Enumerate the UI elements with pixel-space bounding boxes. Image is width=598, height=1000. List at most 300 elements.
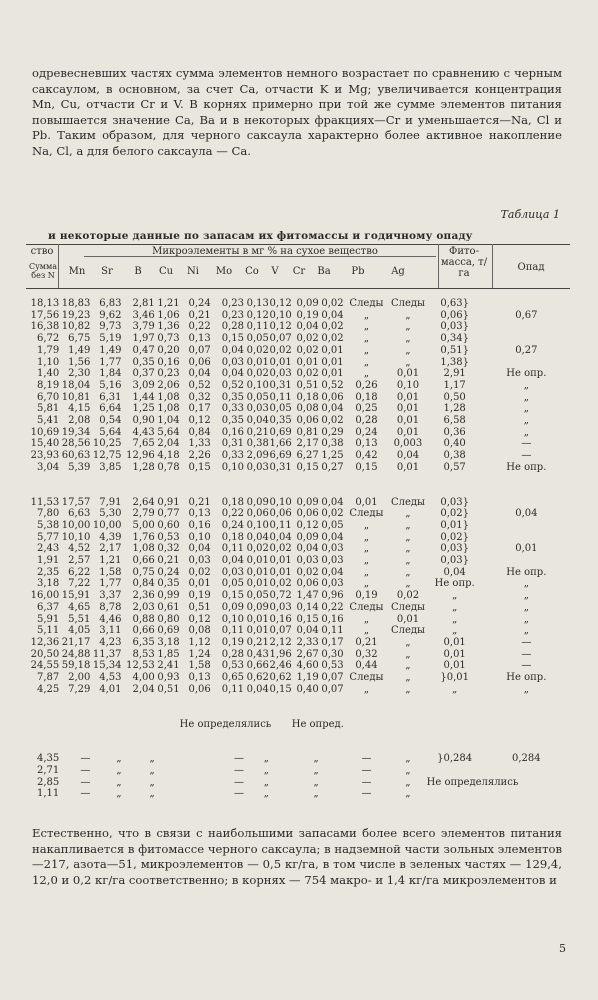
table-cell: 2,79: [132, 508, 155, 520]
table-cell: 0,15: [355, 461, 378, 473]
table-cell: 0,04: [188, 543, 211, 555]
table-cell: 2,46: [269, 660, 292, 672]
table-cell: 19,23: [61, 309, 91, 321]
table-cell: 17,57: [61, 496, 91, 508]
table-cell: 0,01: [246, 613, 269, 625]
table-cell: —: [361, 753, 372, 765]
table-cell: 0,52: [321, 379, 344, 391]
table-cell: 0,32: [188, 391, 211, 403]
table-cell: 0,78: [157, 461, 180, 473]
table-cell: 0,10: [188, 531, 211, 543]
table-row: [26, 450, 570, 462]
table-cell: 19,34: [61, 426, 91, 438]
table-cell: 0,04: [321, 566, 344, 578]
table-cell: —: [80, 788, 91, 800]
table-cell: 1,36: [157, 321, 180, 333]
table-cell: 0,16: [269, 613, 292, 625]
table-cell: 0,04: [321, 496, 344, 508]
table-cell: 0,02: [321, 298, 344, 309]
table-cell: 0,72: [269, 590, 292, 602]
table-cell: 0,21: [157, 555, 180, 567]
table-row: [26, 368, 570, 380]
page-number: 5: [559, 942, 566, 955]
table-cell: 1,44: [132, 391, 155, 403]
header-element: Pb: [351, 266, 365, 277]
table-cell: 0,02: [321, 508, 344, 520]
table-cell: 2,03: [132, 601, 155, 613]
table-cell: —: [521, 636, 532, 648]
table-row: [26, 765, 570, 777]
table-cell: „: [523, 578, 529, 590]
table-cell: 1,58: [188, 660, 211, 672]
table-row: [26, 403, 570, 415]
table-cell: „: [523, 601, 529, 613]
table-cell: 12,75: [92, 450, 122, 462]
table-cell: 0,06}: [440, 309, 469, 321]
table-cell: 0,77: [157, 508, 180, 520]
table-cell: 0,53: [157, 531, 180, 543]
table-cell: 0,10: [221, 613, 244, 625]
table-cell: 0,04: [296, 625, 319, 637]
table-cell: 5,00: [132, 519, 155, 531]
table-cell: „: [405, 753, 411, 765]
table-cell: 11,37: [92, 648, 122, 660]
table-cell: 2,64: [132, 496, 155, 508]
table-cell: [59, 719, 90, 731]
table-cell: 0,04: [296, 321, 319, 333]
table-cell: 0,32: [355, 648, 378, 660]
table-cell: 0,28: [221, 648, 244, 660]
table-row: [26, 380, 570, 392]
table-cell: „: [149, 776, 155, 788]
table-row: [26, 719, 570, 731]
table-cell: 0,26: [355, 379, 378, 391]
table-cell: 1,04: [157, 415, 180, 427]
table-cell: 6,58: [443, 415, 466, 427]
table-cell: „: [263, 776, 269, 788]
table-cell: [180, 777, 211, 789]
table-cell: 0,01: [188, 578, 211, 590]
table-cell: 1,19: [296, 672, 319, 684]
table-cell: 2,17: [99, 543, 122, 555]
table-cell: 0,69: [269, 426, 292, 438]
table-cell: 0,05: [321, 519, 344, 531]
table-cell: 0,36: [443, 426, 466, 438]
table-cell: 0,03: [321, 543, 344, 555]
table-cell: Не опр.: [434, 578, 475, 590]
table-cell: „: [405, 764, 411, 776]
table-cell: 4,43: [132, 426, 155, 438]
table-cell: „: [452, 625, 458, 637]
table-cell: 1,12: [188, 636, 211, 648]
table-caption: Таблица 1: [500, 208, 560, 221]
table-cell: 0,66: [132, 555, 155, 567]
header-element: Cr: [292, 266, 306, 277]
table-cell: 0,07: [188, 344, 211, 356]
table-cell: [269, 777, 292, 789]
table-row: [26, 684, 570, 696]
table-cell: 0,38: [443, 450, 466, 462]
table-cell: 1,85: [157, 648, 180, 660]
table-cell: Следы: [390, 496, 425, 508]
table-cell: }0,284: [437, 753, 473, 765]
table-cell: 0,66: [132, 625, 155, 637]
table-cell: 0,24: [157, 566, 180, 578]
table-cell: 0,01: [443, 648, 466, 660]
table-cell: [319, 765, 344, 777]
table-cell: 0,51: [157, 683, 180, 695]
table-cell: „: [405, 344, 411, 356]
table-cell: 0,62: [246, 672, 269, 684]
table-cell: 0,06: [296, 508, 319, 520]
table-cell: 0,03}: [440, 321, 469, 333]
table-cell: 6,70: [36, 391, 60, 403]
table-cell: 0,12: [296, 519, 319, 531]
table-cell: 0,17: [188, 403, 211, 415]
table-cell: [427, 719, 483, 731]
table-cell: 0,05: [221, 578, 244, 590]
table-cell: 0,21: [246, 636, 269, 648]
table-cell: 0,01: [321, 368, 344, 380]
table-cell: 0,33: [221, 450, 244, 462]
header-element: V: [271, 266, 279, 277]
table-cell: 1,10: [36, 356, 60, 368]
table-cell: [483, 357, 570, 369]
table-row: [26, 637, 570, 649]
table-cell: —: [80, 753, 91, 765]
table-cell: Следы: [390, 601, 425, 613]
table-cell: 1,28: [443, 403, 466, 415]
table-row: [26, 462, 570, 474]
table-cell: 0,35: [132, 356, 155, 368]
table-cell: 0,05: [246, 333, 269, 345]
table-cell: [155, 719, 180, 731]
table-cell: 0,21: [188, 496, 211, 508]
table-cell: 3,04: [36, 461, 60, 473]
table-cell: 0,35: [221, 415, 244, 427]
table-cell: 0,01: [246, 625, 269, 637]
table-cell: 6,75: [68, 333, 91, 345]
table-cell: 2,08: [68, 415, 91, 427]
header-fito: Фито-масса, т/га: [440, 246, 488, 279]
table-cell: Не опр.: [506, 368, 547, 380]
table-cell: 24,55: [30, 660, 60, 672]
table-cell: [155, 753, 180, 765]
table-cell: Не опр.: [506, 461, 547, 473]
table-cell: 16,00: [30, 590, 60, 602]
table-cell: 0,09: [296, 531, 319, 543]
table-row: [26, 415, 570, 427]
table-cell: 0,04: [296, 543, 319, 555]
table-row: [26, 777, 570, 789]
header-element: Mn: [68, 266, 86, 277]
table-cell: „: [405, 333, 411, 345]
table-cell: 2,71: [36, 764, 60, 776]
table-cell: 0,30: [321, 648, 344, 660]
table-cell: 0,32: [157, 543, 180, 555]
table-cell: 0,08: [188, 625, 211, 637]
table-cell: „: [405, 683, 411, 695]
table-cell: —: [521, 648, 532, 660]
table-cell: 1,79: [36, 344, 60, 356]
table-cell: —: [361, 776, 372, 788]
table-cell: [180, 788, 211, 800]
table-cell: 0,284: [512, 753, 541, 765]
table-cell: 24,88: [61, 648, 91, 660]
table-cell: 8,53: [132, 648, 155, 660]
table-cell: 0,02: [246, 543, 269, 555]
table-cell: [155, 788, 180, 800]
table-cell: „: [405, 648, 411, 660]
table-cell: „: [405, 519, 411, 531]
table-cell: 0,04: [443, 566, 466, 578]
table-cell: 7,87: [36, 672, 60, 684]
table-cell: 0,02: [296, 344, 319, 356]
table-cell: 7,80: [36, 508, 60, 520]
table-cell: 4,00: [132, 672, 155, 684]
table-cell: 0,03}: [440, 496, 469, 508]
table-cell: 0,04: [246, 415, 269, 427]
table-cell: —: [361, 764, 372, 776]
table-cell: 0,16: [157, 356, 180, 368]
table-cell: 0,04: [515, 508, 538, 520]
table-cell: 0,23: [221, 298, 244, 309]
table-cell: 0,16: [221, 426, 244, 438]
table-cell: 5,41: [36, 415, 60, 427]
table-row: [26, 543, 570, 555]
header-stvo: ство: [30, 246, 54, 257]
table-cell: „: [523, 625, 529, 637]
table-cell: 0,38: [321, 438, 344, 450]
table-cell: 15,34: [92, 660, 122, 672]
table-cell: 10,00: [61, 519, 91, 531]
table-cell: 5,19: [99, 333, 122, 345]
table-cell: 0,03: [188, 555, 211, 567]
table-cell: „: [363, 368, 370, 380]
table-row: [26, 520, 570, 532]
table-cell: —: [521, 450, 532, 462]
table-cell: 1,49: [68, 344, 91, 356]
table-cell: [427, 765, 483, 777]
table-cell: [319, 777, 344, 789]
table-cell: 1,84: [99, 368, 122, 380]
table-cell: 4,15: [68, 403, 91, 415]
table-cell: [483, 532, 570, 544]
table-cell: 0,03: [221, 566, 244, 578]
table-cell: „: [363, 555, 370, 567]
table-cell: 0,03: [221, 356, 244, 368]
table-cell: [180, 765, 211, 777]
table-cell: „: [313, 764, 319, 776]
table-cell: 0,50: [443, 391, 466, 403]
table-cell: 6,22: [68, 566, 91, 578]
table-cell: 0,04: [246, 683, 269, 695]
table-cell: 11,53: [30, 496, 60, 508]
table-cell: 10,81: [61, 391, 91, 403]
table-cell: „: [452, 601, 458, 613]
table-cell: 2,12: [269, 636, 292, 648]
table-cell: 0,57: [443, 461, 466, 473]
table-cell: 0,15: [269, 683, 292, 695]
table-row: [26, 578, 570, 590]
table-cell: 18,83: [61, 298, 91, 309]
table-cell: 0,24: [188, 298, 211, 309]
table-cell: 0,05: [246, 391, 269, 403]
table-cell: 1,08: [157, 403, 180, 415]
table-cell: „: [405, 321, 411, 333]
table-cell: 7,65: [132, 438, 155, 450]
table-cell: 0,53: [321, 660, 344, 672]
table-cell: 0,02: [321, 333, 344, 345]
table-cell: 6,37: [36, 601, 60, 613]
table-row: [26, 333, 570, 345]
table-cell: 1,77: [99, 356, 122, 368]
table-cell: 0,19: [221, 636, 244, 648]
table-cell: 0,07: [321, 672, 344, 684]
table-cell: 0,44: [355, 660, 378, 672]
table-cell: 4,18: [157, 450, 180, 462]
table-cell: 6,63: [68, 508, 91, 520]
table-cell: 0,18: [221, 496, 244, 508]
table-cell: 0,03: [246, 461, 269, 473]
table-cell: 0,09: [221, 601, 244, 613]
table-cell: 0,27: [515, 344, 538, 356]
table-spacer: [26, 730, 570, 753]
table-cell: [26, 719, 59, 731]
table-cell: 0,02: [269, 578, 292, 590]
table-cell: 0,06: [296, 415, 319, 427]
table-cell: 4,60: [296, 660, 319, 672]
table-cell: 1,25: [321, 450, 344, 462]
table-row: [26, 672, 570, 684]
table-cell: 0,01: [396, 461, 420, 473]
table-cell: 3,11: [99, 625, 122, 637]
table-cell: 0,51}: [440, 344, 469, 356]
table-row: [26, 438, 570, 450]
table-cell: „: [405, 776, 411, 788]
table-cell: 0,33: [221, 403, 244, 415]
table-cell: 4,46: [99, 613, 122, 625]
table-cell: 0,15: [296, 613, 319, 625]
table-header-rule: [26, 288, 570, 289]
table-cell: 0,10: [221, 461, 244, 473]
table-cell: 2,26: [188, 450, 211, 462]
paragraph-bottom: Естественно, что в связи с наибольшими запасами более всего элементов питания накапливается в фитомассе черного саксаула; в надземной части зольных элементов—217, азота—51, микроэлементов — 0,5 кг/га, в том числе в зеленых частях — 129,4, 12,0 и 0,2 кг/га соответственно; в корнях — 754 макро- и 1,4 кг/га микроэлементов и: [32, 826, 562, 887]
table-cell: 16,38: [30, 321, 60, 333]
table-cell: [483, 520, 570, 532]
table-cell: 12,36: [30, 636, 60, 648]
table-cell: 10,82: [61, 321, 91, 333]
table-cell: [483, 333, 570, 345]
table-cell: [319, 753, 344, 765]
table-cell: 21,17: [61, 636, 91, 648]
table-cell: 2,91: [443, 368, 466, 380]
table-cell: 0,04: [221, 555, 244, 567]
table-cell: „: [452, 590, 458, 602]
table-cell: 0,11: [269, 519, 292, 531]
table-cell: „: [149, 764, 155, 776]
table-cell: 0,01: [246, 578, 269, 590]
table-cell: 5,81: [36, 403, 60, 415]
table-cell: 0,01: [396, 403, 420, 415]
table-cell: 0,04: [321, 309, 344, 321]
table-cell: 0,01}: [440, 519, 469, 531]
table-cell: „: [405, 672, 411, 684]
table-cell: 2,06: [157, 379, 180, 391]
table-cell: 0,12: [269, 298, 292, 309]
table-cell: 0,22: [221, 508, 244, 520]
table-cell: 0,75: [132, 566, 155, 578]
table-cell: 0,62: [269, 672, 292, 684]
table-cell: 1,58: [99, 566, 122, 578]
header-divider: [438, 244, 439, 288]
table-cell: —: [521, 438, 532, 450]
table-cell: 0,02: [269, 344, 292, 356]
table-cell: 1,97: [132, 333, 155, 345]
table-cell: 0,01: [246, 566, 269, 578]
header-opad: Опад: [517, 262, 545, 273]
table-cell: [483, 497, 570, 509]
table-cell: 5,64: [99, 426, 122, 438]
table-cell: „: [523, 590, 529, 602]
table-cell: „: [149, 788, 155, 800]
table-cell: Следы: [349, 601, 384, 613]
table-cell: 0,54: [99, 415, 122, 427]
table-cell: 4,05: [68, 625, 91, 637]
table-cell: 0,88: [132, 613, 155, 625]
table-cell: 0,12: [188, 415, 211, 427]
header-element: Ba: [317, 266, 331, 277]
table-cell: 0,22: [188, 321, 211, 333]
table-cell: 3,85: [99, 461, 122, 473]
table-cell: 0,01: [321, 356, 344, 368]
table-cell: 5,77: [36, 531, 60, 543]
table-cell: 0,67: [515, 309, 538, 321]
table-cell: [483, 788, 570, 800]
header-element: B: [134, 266, 142, 277]
table-cell: 0,06: [296, 578, 319, 590]
table-cell: 0,35: [269, 415, 292, 427]
table-cell: „: [363, 543, 370, 555]
table-cell: 0,15: [296, 461, 319, 473]
table-cell: [483, 298, 570, 310]
table-spacer: [26, 474, 570, 497]
table-row: [26, 590, 570, 602]
table-row: [26, 649, 570, 661]
table-cell: 0,23: [221, 309, 244, 321]
header-divider: [492, 244, 493, 288]
table-cell: 1,77: [99, 578, 122, 590]
table-cell: 0,11: [269, 391, 292, 403]
table-cell: [122, 719, 155, 731]
table-cell: 0,003: [393, 438, 423, 450]
table-cell: 5,30: [99, 508, 122, 520]
table-cell: 0,17: [321, 636, 344, 648]
table-cell: 0,84: [132, 578, 155, 590]
table-cell: [155, 777, 180, 789]
table-cell: 4,52: [68, 543, 91, 555]
table-cell: 0,01: [355, 496, 378, 508]
table-cell: 4,35: [36, 753, 60, 765]
table-cell: 1,08: [132, 543, 155, 555]
table-cell: „: [116, 764, 122, 776]
table-cell: 0,03: [296, 555, 319, 567]
table-cell: 0,38: [246, 438, 269, 450]
table-cell: 0,63}: [440, 298, 469, 309]
table-cell: 0,91: [157, 496, 180, 508]
table-cell: 0,08: [296, 403, 319, 415]
table-cell: Следы: [390, 625, 425, 637]
